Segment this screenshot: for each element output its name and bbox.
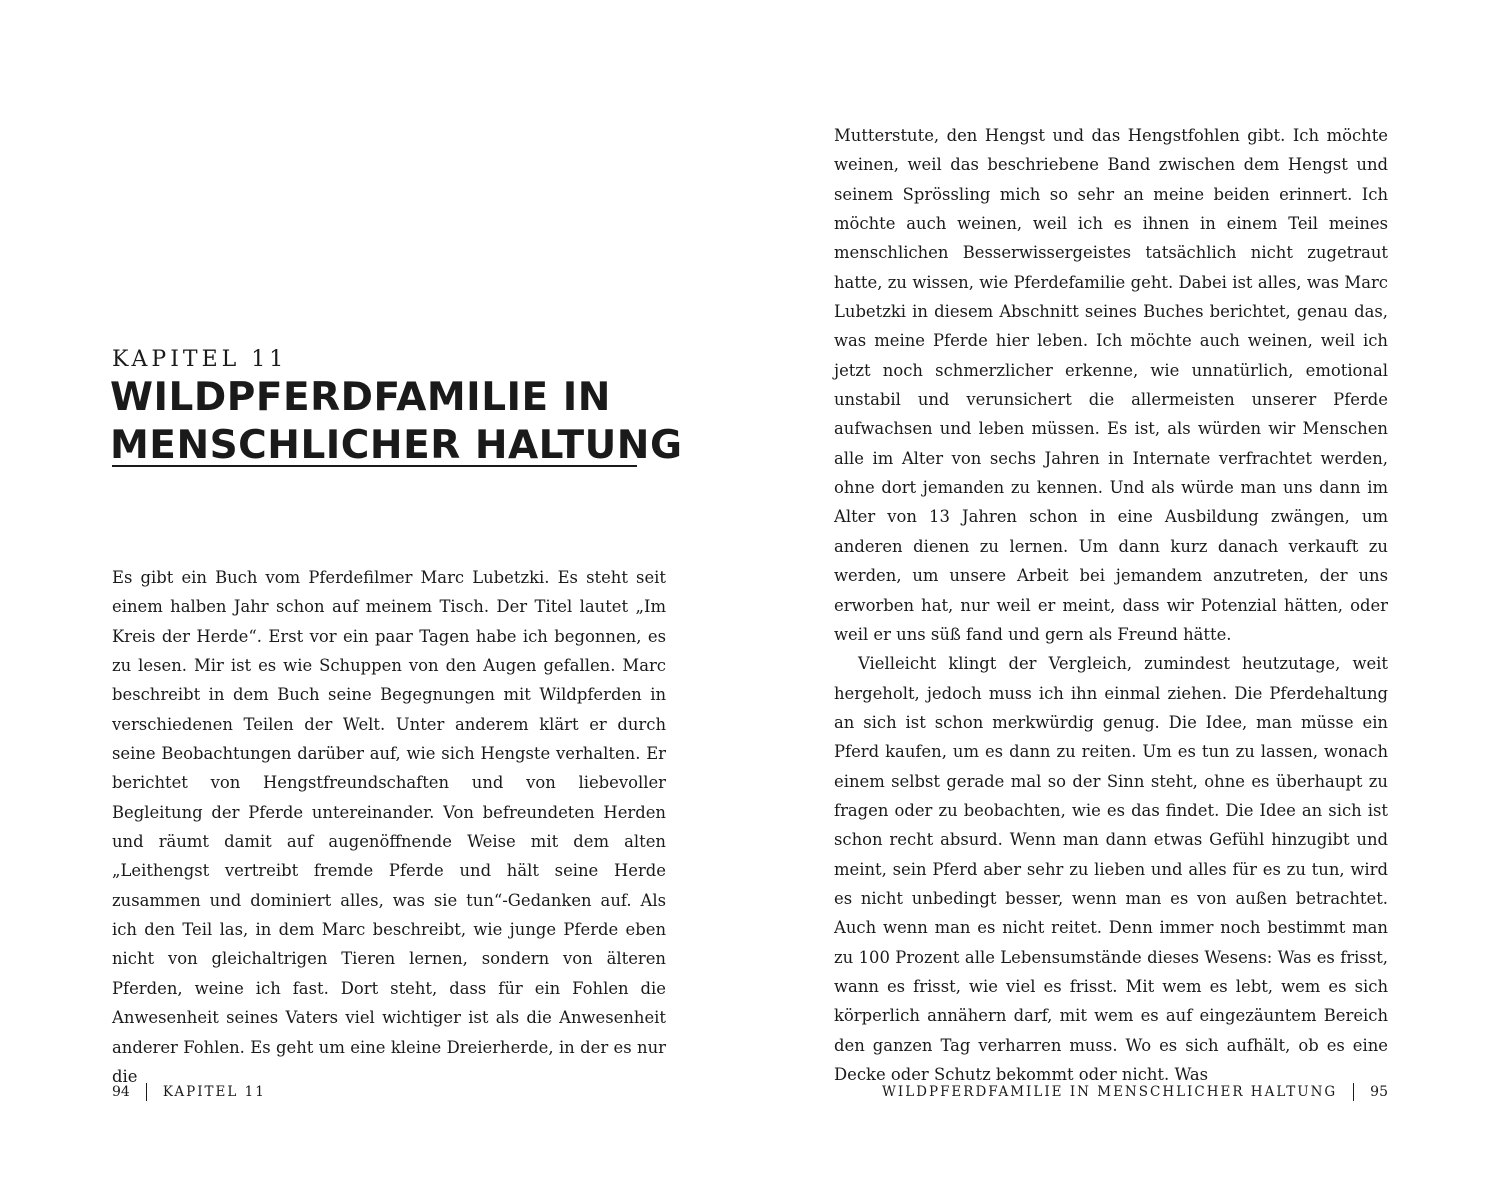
right-page bbox=[750, 0, 1500, 1195]
right-body-text bbox=[834, 121, 1388, 1089]
running-head-left: KAPITEL 11 bbox=[162, 1084, 266, 1100]
footer-separator bbox=[1353, 1083, 1354, 1101]
right-paragraph-2: Vielleicht klingt der Vergleich, zumindest heutzutage, weit hergeholt, jedoch muss ich ihn einmal ziehen. Die Pferdehaltung an sich ist schon merkwürdig genug. Die Idee, man müsse ein Pferd kaufen, um es dann zu reiten. Um es tun zu lassen, wonach einem selbst gerade mal so der Sinn steht, ohne es überhaupt zu fragen oder zu beobachten, wie es das findet. Die Idee an sich ist schon recht absurd. Wenn man dann etwas Gefühl hinzugibt und meint, sein Pferd aber sehr zu lieben und alles für es zu tun, wird es nicht unbedingt besser, wenn man es von außen betrachtet. Auch wenn man es nicht reitet. Denn immer noch bestimmt man zu 100 Prozent alle Lebensumstände dieses Wesens: Was es frisst, wann es frisst, wie viel es frisst. Mit wem es lebt, wem es sich körperlich annähern darf, mit wem es auf eingezäuntem Bereich den ganzen Tag verharren muss. Wo es sich aufhält, ob es eine Decke oder Schutz bekommt oder nicht. Was bbox=[834, 654, 1388, 1084]
footer-separator bbox=[146, 1083, 147, 1101]
page-number-right: 95 bbox=[1370, 1084, 1388, 1100]
chapter-title-line-1: WILDPFERDFAMILIE IN bbox=[110, 375, 611, 420]
left-footer bbox=[112, 1080, 266, 1104]
left-paragraph: Es gibt ein Buch vom Pferdefilmer Marc Lubetzki. Es steht seit einem halben Jahr schon auf meinem Tisch. Der Titel lautet „Im Kreis der Herde“. Erst vor ein paar Tagen habe ich begonnen, es zu lesen. Mir ist es wie Schuppen von den Augen gefallen. Marc beschreibt in dem Buch seine Begegnungen mit Wildpferden in verschiedenen Teilen der Welt. Unter anderem klärt er durch seine Beobachtungen darüber auf, wie sich Hengste verhalten. Er berichtet von Hengstfreundschaften und von liebevoller Begleitung der Pferde untereinander. Von befreundeten Herden und räumt damit auf augenöffnende Weise mit dem alten „Leithengst vertreibt fremde Pferde und hält seine Herde zusammen und dominiert alles, was sie tun“-Gedanken auf. Als ich den Teil las, in dem Marc beschreibt, wie junge Pferde eben nicht von gleichaltrigen Tieren lernen, sondern von älteren Pferden, weine ich fast. Dort steht, dass für ein Fohlen die Anwesenheit seines Vaters viel wichtiger ist als die Anwesenheit anderer Fohlen. Es geht um eine kleine Dreierherde, in der es nur die bbox=[112, 568, 666, 1086]
chapter-label: KAPITEL 11 bbox=[112, 347, 288, 372]
running-head-right: WILDPFERDFAMILIE IN MENSCHLICHER HALTUNG bbox=[881, 1084, 1338, 1100]
right-paragraph-1: Mutterstute, den Hengst und das Hengstfohlen gibt. Ich möchte weinen, weil das beschriebene Band zwischen dem Hengst und seinem Sprössling mich so sehr an meine beiden erinnert. Ich möchte auch weinen, weil ich es ihnen in einem Teil meines menschlichen Besserwissergeistes tatsächlich nicht zugetraut hatte, zu wissen, wie Pferdefamilie geht. Dabei ist alles, was Marc Lubetzki in diesem Abschnitt seines Buches berichtet, genau das, was meine Pferde hier leben. Ich möchte auch weinen, weil ich jetzt noch schmerzlicher erkenne, wie unnatürlich, emotional unstabil und verunsichert die allermeisten unserer Pferde aufwachsen und leben müssen. Es ist, als würden wir Menschen alle im Alter von sechs Jahren in Internate verfrachtet werden, ohne dort jemanden zu kennen. Und als würde man uns dann im Alter von 13 Jahren schon in eine Ausbildung zwängen, um anderen dienen zu lernen. Um dann kurz danach verkauft zu werden, um unsere Arbeit bei jemandem anzutreten, der uns erworben hat, nur weil er meint, dass wir Potenzial hätten, oder weil er uns süß fand und gern als Freund hätte. bbox=[834, 126, 1388, 644]
chapter-title-line-2: MENSCHLICHER HALTUNG bbox=[110, 423, 683, 468]
right-footer bbox=[882, 1080, 1388, 1104]
chapter-title bbox=[110, 374, 683, 470]
left-body-text bbox=[112, 563, 666, 1091]
title-underline bbox=[112, 465, 637, 467]
page-number-left: 94 bbox=[112, 1084, 130, 1100]
